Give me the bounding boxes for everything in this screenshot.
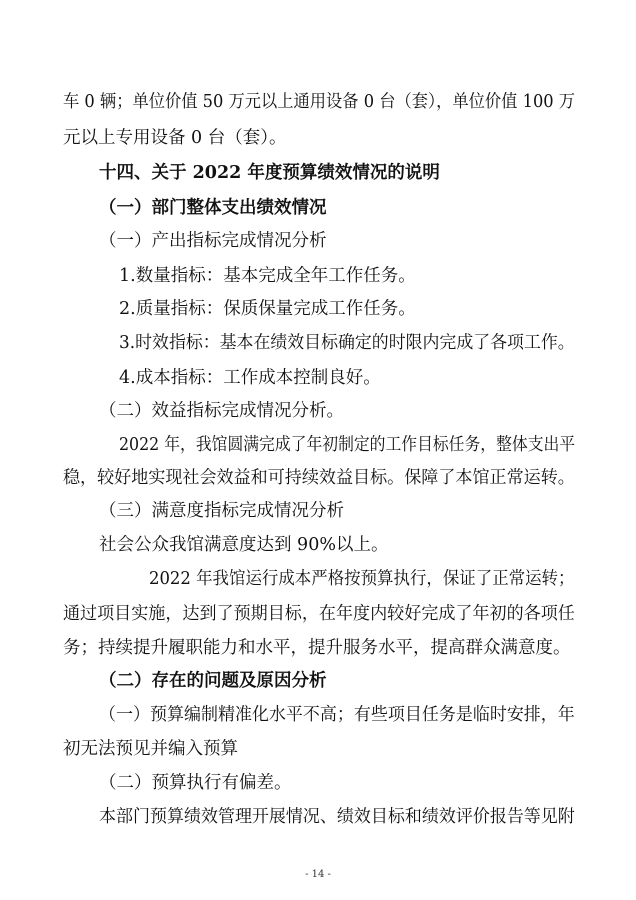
text-line: 初无法预见并编入预算 xyxy=(63,739,238,759)
text-line: 3.时效指标：基本在绩效目标确定的时限内完成了各项工作。 xyxy=(119,333,575,353)
text-line: （二）效益指标完成情况分析。 xyxy=(99,401,344,421)
text-line: （一）预算编制精准化水平不高；有些项目任务是临时安排，年 xyxy=(99,705,575,725)
subsection-heading: （一）部门整体支出绩效情况 xyxy=(99,198,327,218)
text-line: （二）预算执行有偏差。 xyxy=(99,773,292,793)
text-line: 稳，较好地实现社会效益和可持续效益目标。保障了本馆正常运转。 xyxy=(63,468,575,488)
text-line: 本部门预算绩效管理开展情况、绩效目标和绩效评价报告等见附 xyxy=(99,807,575,827)
page-number: - 14 - xyxy=(305,869,331,880)
text-line: 2022 年，我馆圆满完成了年初制定的工作目标任务，整体支出平 xyxy=(119,435,576,455)
text-line: 元以上专用设备 0 台（套）。 xyxy=(63,128,287,148)
text-line: 车 0 辆；单位价值 50 万元以上通用设备 0 台（套），单位价值 100 万 xyxy=(63,92,576,112)
text-line: 务；持续提升履职能力和水平，提升服务水平，提高群众满意度。 xyxy=(63,638,571,658)
section-heading: 十四、关于 2022 年度预算绩效情况的说明 xyxy=(99,163,440,183)
text-line: （三）满意度指标完成情况分析 xyxy=(99,501,344,521)
subsection-heading: （二）存在的问题及原因分析 xyxy=(99,671,327,691)
text-line: 2.质量指标：保质保量完成工作任务。 xyxy=(119,299,416,319)
text-line: 4.成本指标：工作成本控制良好。 xyxy=(119,368,381,388)
text-line: 通过项目实施，达到了预期目标，在年度内较好完成了年初的各项任 xyxy=(63,604,575,624)
text-line: （一）产出指标完成情况分析 xyxy=(99,231,327,251)
text-line: 社会公众我馆满意度达到 90%以上。 xyxy=(99,535,389,555)
text-line: 2022 年我馆运行成本严格按预算执行，保证了正常运转； xyxy=(149,569,575,589)
text-line: 1.数量指标：基本完成全年工作任务。 xyxy=(119,266,416,286)
